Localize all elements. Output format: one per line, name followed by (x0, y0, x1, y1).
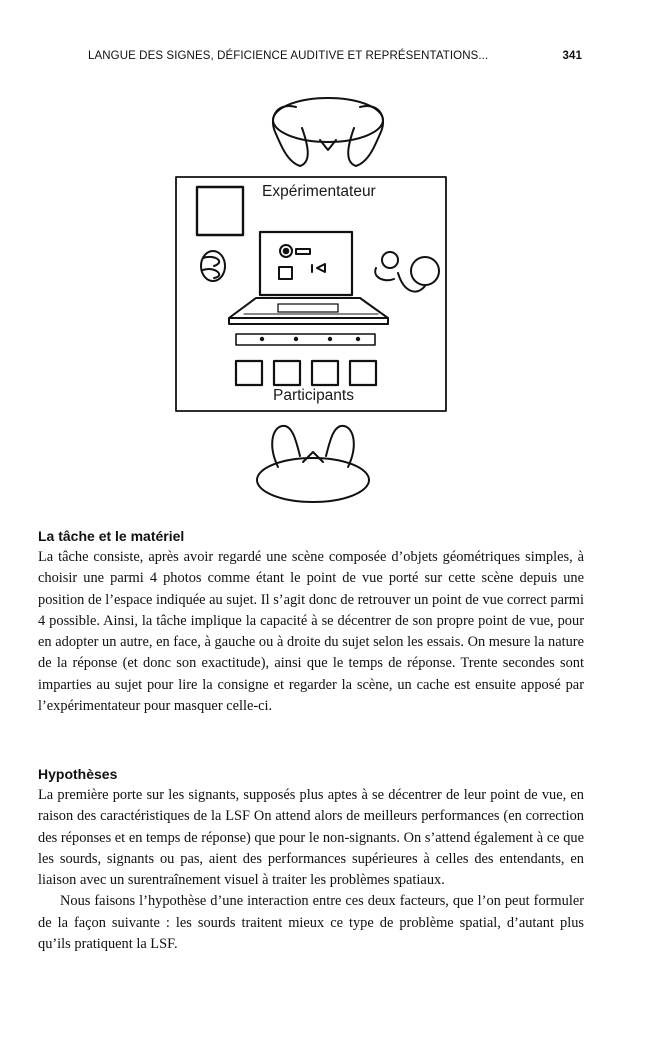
section-hypotheses (38, 764, 584, 955)
section-heading-task: La tâche et le matériel (38, 528, 185, 544)
button-bar-icon (236, 334, 375, 345)
screen-display-icon (260, 232, 352, 295)
photo-choices-icon (236, 361, 376, 385)
experimenter-label: Expérimentateur (262, 183, 376, 200)
hypotheses-paragraph-2: Nous faisons l’hypothèse d’une interaction entre ces deux facteurs, que l’on peut formuler de la façon suivante : les sourds traitent mieux ce type de problème spatial, d’autant plus qu’ils pratiquent la LSF. (38, 893, 584, 953)
experiment-setup-figure (0, 0, 650, 520)
task-paragraph: La tâche consiste, après avoir regardé une scène composée d’objets géométriques simples, à choisir une parmi 4 photos comme étant le point de vue porté sur cette scène depuis une position de l’espace indiquée au sujet. Il s’agit donc de retrouver un point de vue correct parmi 4 possible. Ainsi, la tâche implique la capacité à se décentrer de son propre point de vue, pour en adopter un autre, en face, à gauche ou à droite du sujet selon les essais. On mesure la nature de la réponse (et donc son exactitude), ainsi que le temps de réponse. Trente secondes sont imparties au sujet pour lire la consigne et regarder la scène, un cache est ensuite apposé par l’expérimentateur pour masquer celle-ci. (38, 549, 584, 715)
experimenter-figure-icon (273, 98, 383, 166)
right-observer-icon (375, 252, 439, 292)
running-title: LANGUE DES SIGNES, DÉFICIENCE AUDITIVE ET REPRÉSENTATIONS... (88, 50, 489, 62)
section-task (38, 526, 584, 717)
participant-figure-icon (257, 426, 369, 502)
left-observer-icon (201, 251, 225, 281)
participants-label: Participants (273, 387, 354, 404)
keyboard-icon (229, 298, 388, 324)
section-heading-hypotheses: Hypothèses (38, 766, 118, 782)
hypotheses-paragraph-1: La première porte sur les signants, supposés plus aptes à se décentrer de leur point de vue, en raison des caractéristiques de la LSF On attend alors de meilleurs performances (en correction des réponses et en temps de réponse) que pour le non-signants. On s’attend également à ce que les sourds, signants ou pas, aient des performances supérieures à celles des entendants, en liaison avec un surentraînement visuel à traiter les problèmes spatiaux. (38, 787, 584, 889)
page-number: 341 (562, 50, 582, 62)
